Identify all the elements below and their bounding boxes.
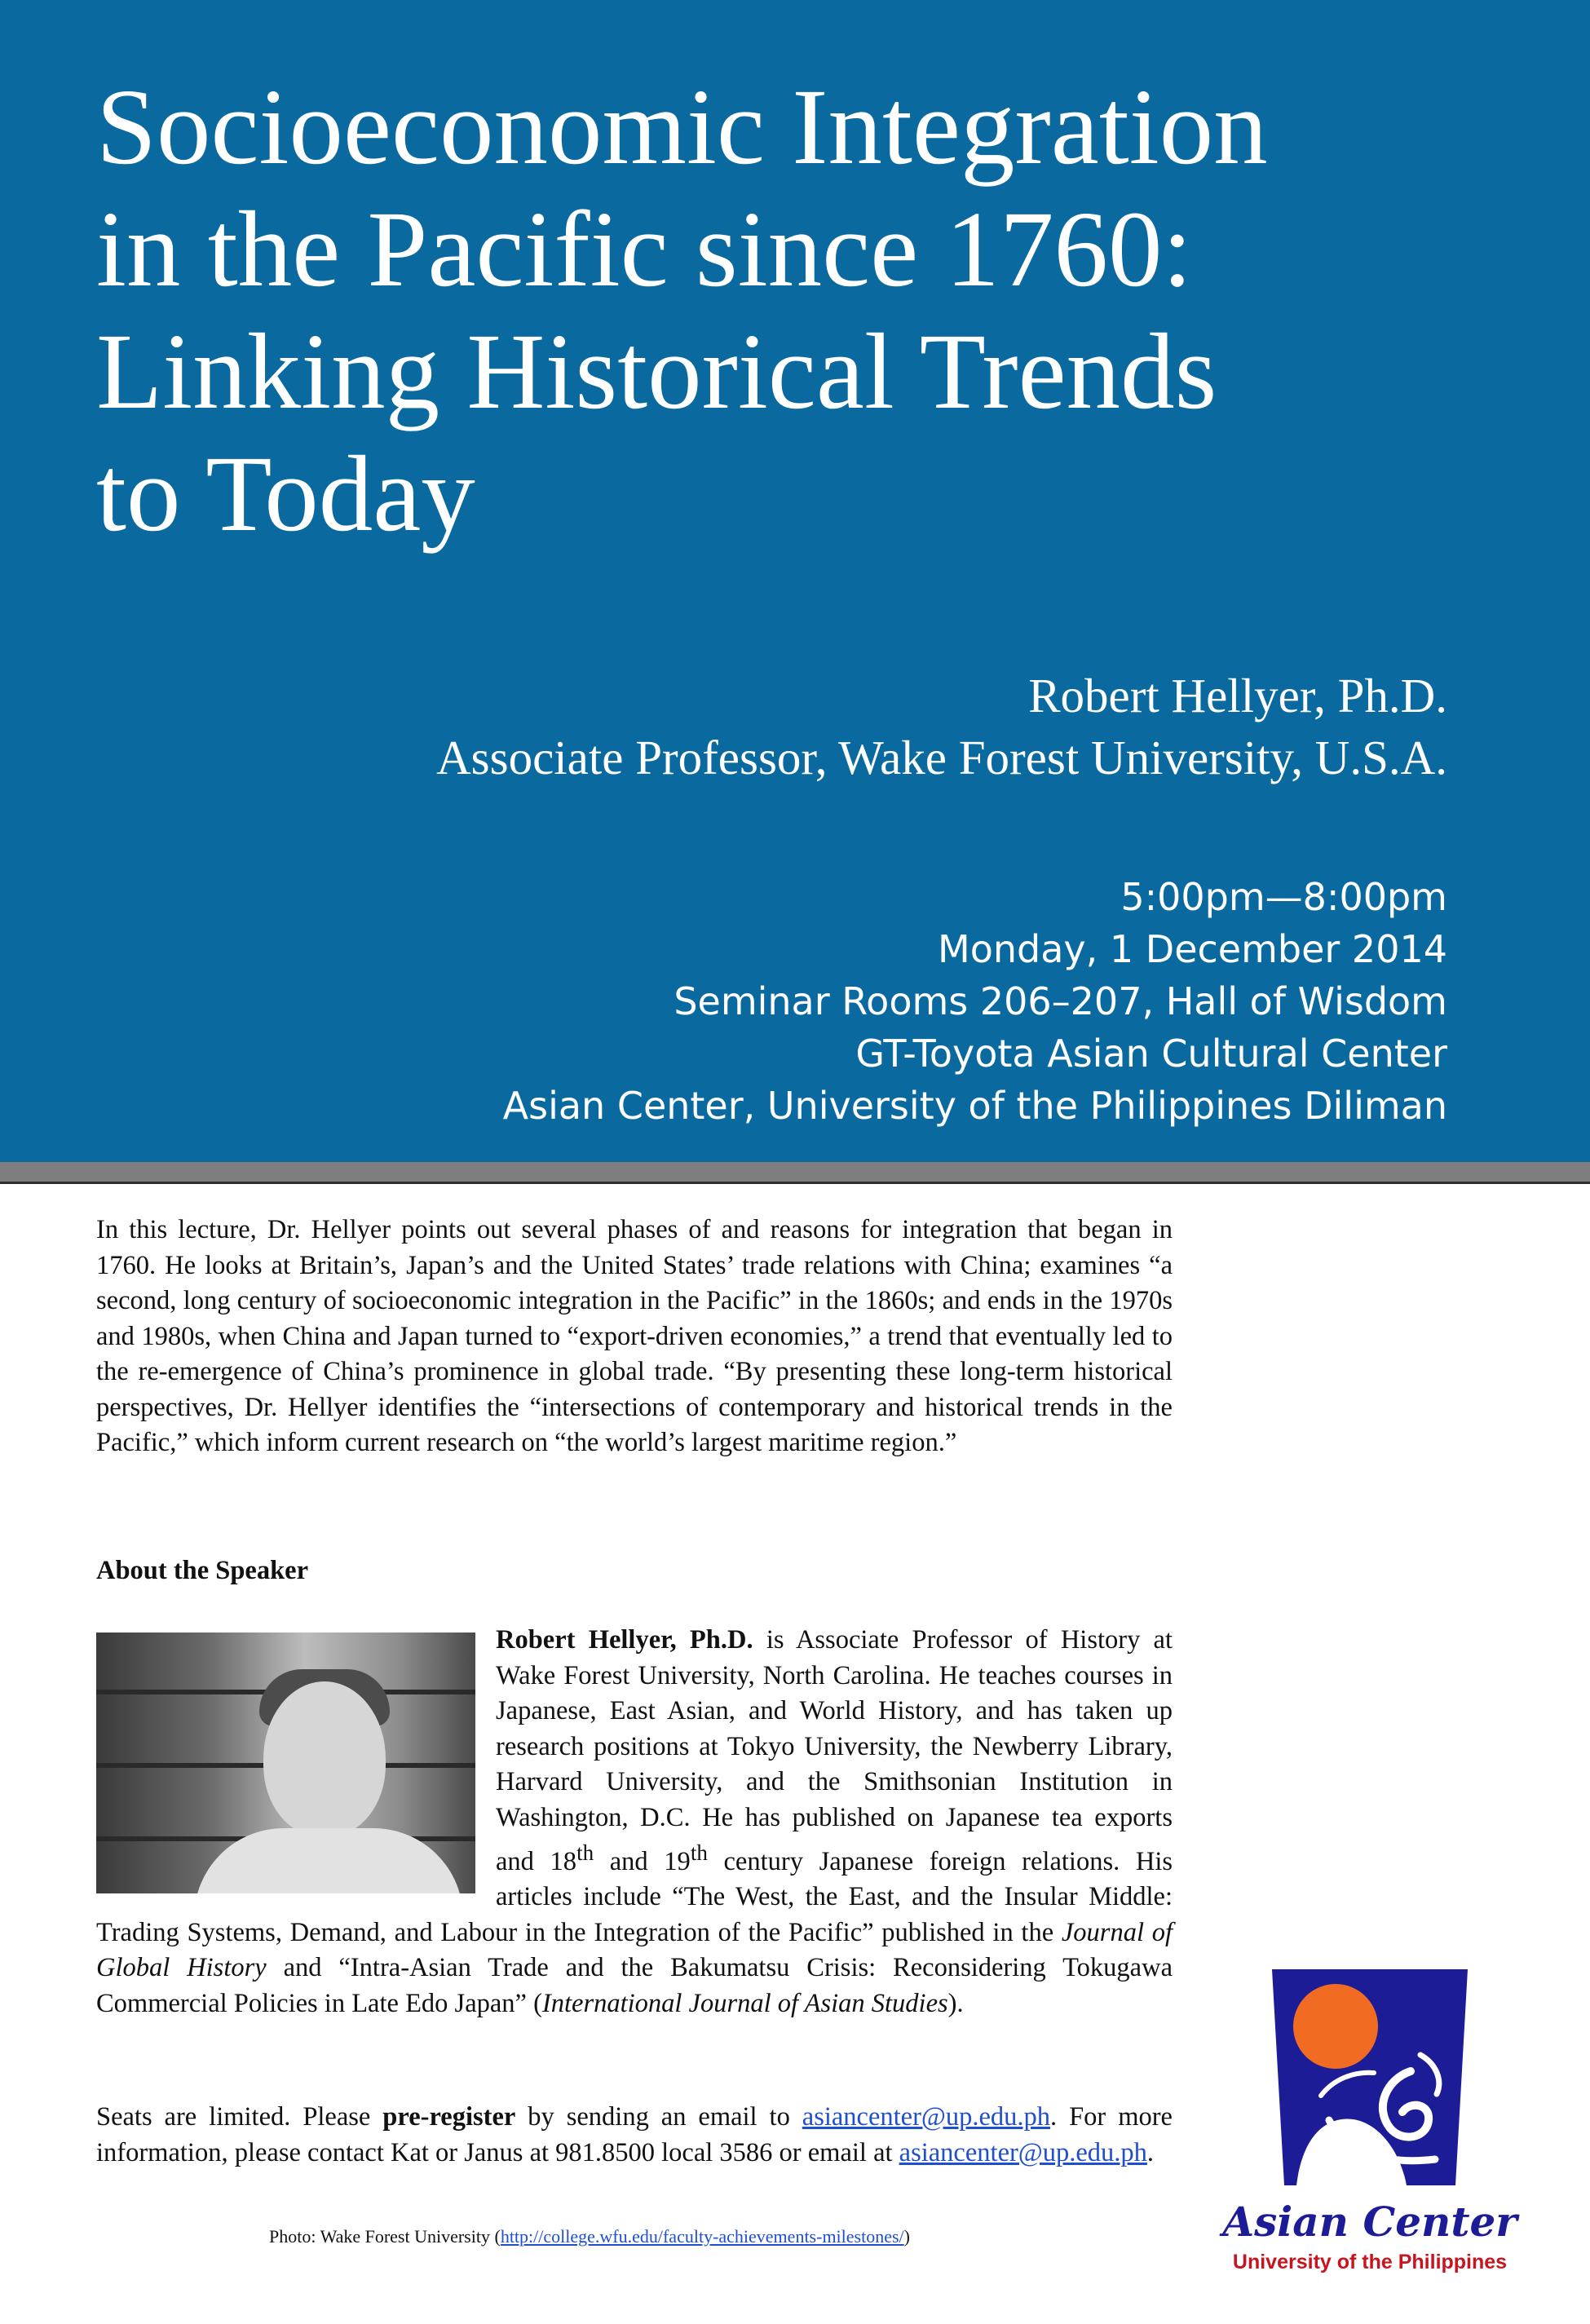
bio-name: Robert Hellyer, Ph.D. [496, 1625, 753, 1655]
divider-line [0, 1182, 1590, 1184]
title-line-2: in the Pacific since 1760: [96, 188, 1193, 309]
email-link[interactable]: asiancenter@up.edu.ph [802, 2102, 1051, 2132]
title-line-3: Linking Historical Trends [96, 311, 1217, 431]
about-speaker-heading: About the Speaker [96, 1556, 309, 1585]
logo-subtitle: University of the Philippines [1232, 2251, 1508, 2273]
title-line-4: to Today [96, 433, 475, 554]
event-details [503, 871, 1447, 1132]
event-time: 5:00pm—8:00pm [1120, 875, 1447, 919]
bio-text-and: and 19 [594, 1846, 691, 1876]
photo-credit-prefix: Photo: Wake Forest University ( [269, 2226, 501, 2247]
pre-register-bold: pre-register [382, 2102, 516, 2132]
photo-credit-suffix: ) [903, 2226, 910, 2247]
asian-center-logo [1207, 1957, 1533, 2300]
register-text-1: Seats are limited. Please [96, 2102, 383, 2132]
logo-emblem-icon [1207, 1957, 1533, 2202]
register-text-4: . [1146, 2137, 1155, 2167]
register-text-3: . For more information, please contact Kat or Janus at 981.8500 local 3586 or email at [96, 2102, 1173, 2167]
bio-text-4: ). [947, 1988, 964, 2018]
divider-band [0, 1162, 1590, 1182]
bio-sup-1: th [576, 1840, 594, 1865]
speaker-position: Associate Professor, Wake Forest University, U.S.A. [436, 731, 1447, 784]
register-text-2: by sending an email to [515, 2102, 802, 2132]
logo-title: Asian Center [1222, 2198, 1517, 2246]
email-link-2[interactable]: asiancenter@up.edu.ph [899, 2137, 1147, 2167]
speaker-bio [96, 1623, 1173, 2021]
photo-credit [269, 2225, 910, 2249]
title-line-1: Socioeconomic Integration [96, 66, 1268, 187]
speaker-name: Robert Hellyer, Ph.D. [1028, 669, 1447, 722]
event-venue: Seminar Rooms 206–207, Hall of Wisdom [674, 979, 1447, 1023]
lecture-abstract: In this lecture, Dr. Hellyer points out several phases of and reasons for integration that began in 1760. He looks at Britain’s, Japan’s and the United States’ trade relations with China; examines “a second, long century of socioeconomic integration in the Pacific” in the 1860s; and ends in the 1970s and 1980s, when China and Japan turned to “export-driven economies,” a trend that eventually led to the re-emergence of China’s prominence in global trade. “By presenting these long-term historical perspectives, Dr. Hellyer identifies the “intersections of contemporary and historical trends in the Pacific,” which inform current research on “the world’s largest maritime region.” [96, 1215, 1173, 1457]
event-date: Monday, 1 December 2014 [938, 927, 1447, 971]
journal-asian-studies: International Journal of Asian Studies [541, 1988, 948, 2018]
speaker-block [436, 665, 1447, 789]
registration-note [96, 2100, 1173, 2171]
event-institution: Asian Center, University of the Philippines Diliman [502, 1084, 1447, 1128]
page-title [96, 65, 1548, 554]
bio-text-1: is Associate Professor of History at Wake Forest University, North Carolina. He teaches courses in Japanese, East Asian, and World History, and has taken up research positions at Tokyo University, the Newberry Library, Harvard University, and the Smithsonian Institution in Washington, D.C. He has published on Japanese tea exports and 18 [496, 1625, 1173, 1876]
bio-text-3: and “Intra-Asian Trade and the Bakumatsu Crisis: Reconsidering Tokugawa Commercial Policies in Late Edo Japan” ( [96, 1953, 1173, 2018]
photo-credit-link[interactable]: http://college.wfu.edu/faculty-achievements-milestones/ [500, 2226, 904, 2247]
bio-sup-2: th [690, 1840, 708, 1865]
event-building: GT-Toyota Asian Cultural Center [855, 1032, 1447, 1076]
bio-text-2: century Japanese foreign relations. His articles include “The West, the East, and the Insular Middle: Trading Systems, Demand, and Labour in the Integration of the Pacific” published in the [96, 1846, 1173, 1947]
speaker-photo [96, 1633, 475, 1893]
journal-global-history: Journal of Global History [96, 1917, 1173, 1983]
